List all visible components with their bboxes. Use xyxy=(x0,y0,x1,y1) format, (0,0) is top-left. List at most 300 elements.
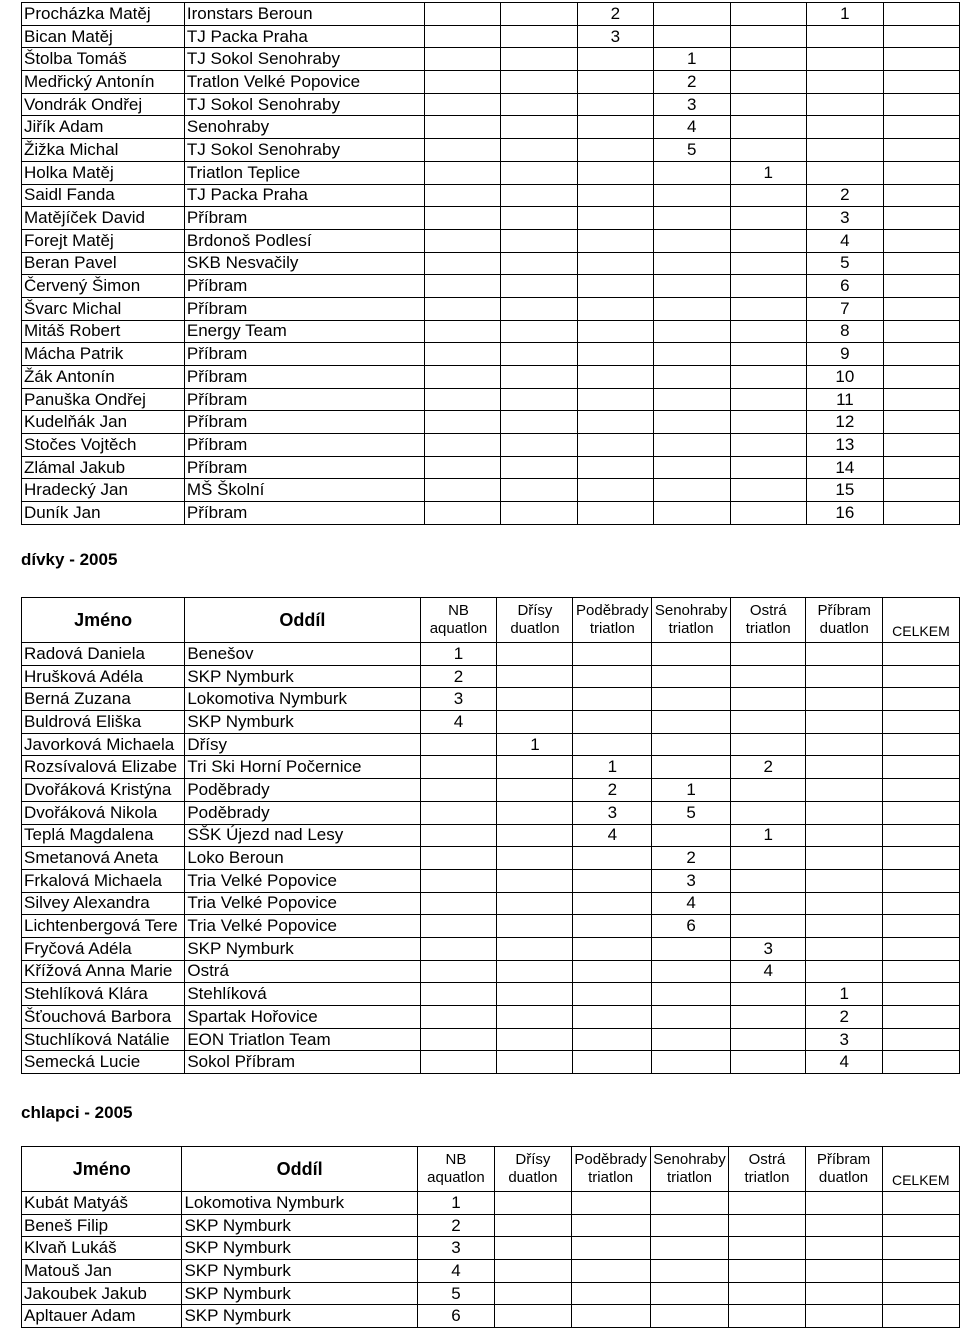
cell-points xyxy=(573,1028,652,1051)
cell-points xyxy=(501,207,577,230)
cell-name: Červený Šimon xyxy=(22,275,185,298)
cell-points xyxy=(652,1028,731,1051)
header-race-name: Poděbrady xyxy=(576,602,649,619)
results-table-boys xyxy=(21,1146,960,1328)
cell-points xyxy=(577,366,653,389)
table-row xyxy=(22,252,960,275)
cell-points xyxy=(501,93,577,116)
cell-points xyxy=(497,688,573,711)
cell-points xyxy=(573,688,652,711)
cell-club: Poděbrady xyxy=(185,779,420,802)
cell-club: MŠ Školní xyxy=(184,479,424,502)
cell-points xyxy=(883,411,959,434)
cell-points xyxy=(571,1192,650,1215)
cell-name: Žižka Michal xyxy=(22,139,185,162)
cell-points xyxy=(420,801,497,824)
cell-points xyxy=(882,869,959,892)
cell-points xyxy=(654,207,730,230)
cell-points xyxy=(495,1237,572,1260)
cell-points xyxy=(501,366,577,389)
cell-name: Stehlíková Klára xyxy=(22,983,185,1006)
cell-points xyxy=(806,665,882,688)
cell-points xyxy=(425,139,501,162)
cell-points xyxy=(497,847,573,870)
cell-club: TJ Sokol Senohraby xyxy=(184,139,424,162)
cell-points xyxy=(654,320,730,343)
cell-name: Panuška Ondřej xyxy=(22,388,185,411)
cell-points xyxy=(882,1006,959,1029)
cell-points xyxy=(425,252,501,275)
table-row xyxy=(22,275,960,298)
cell-points xyxy=(652,1051,731,1074)
cell-club: Lokomotiva Nymburk xyxy=(185,688,420,711)
header-celkem xyxy=(882,1147,959,1192)
cell-points xyxy=(652,937,731,960)
cell-points xyxy=(425,388,501,411)
cell-points: 3 xyxy=(417,1237,494,1260)
cell-points xyxy=(495,1260,572,1283)
cell-points xyxy=(501,25,577,48)
cell-points xyxy=(420,1028,497,1051)
cell-points xyxy=(882,711,959,734)
cell-name: Zlámal Jakub xyxy=(22,456,185,479)
cell-points xyxy=(806,892,882,915)
cell-points: 1 xyxy=(806,3,883,26)
header-race-type: triatlon xyxy=(668,620,714,637)
header-race-4 xyxy=(652,598,731,643)
cell-points xyxy=(882,1260,959,1283)
cell-points xyxy=(805,1192,882,1215)
cell-points xyxy=(420,983,497,1006)
cell-name: Hradecký Jan xyxy=(22,479,185,502)
cell-points xyxy=(806,960,882,983)
cell-points xyxy=(573,847,652,870)
header-race-name: Dřísy xyxy=(515,1151,551,1168)
cell-points xyxy=(497,711,573,734)
cell-club: SKP Nymburk xyxy=(182,1282,417,1305)
cell-points: 5 xyxy=(654,139,730,162)
cell-club: Příbram xyxy=(184,366,424,389)
cell-points xyxy=(497,1006,573,1029)
cell-points xyxy=(501,275,577,298)
cell-points xyxy=(501,434,577,457)
cell-points xyxy=(573,937,652,960)
cell-points xyxy=(573,711,652,734)
table-row xyxy=(22,229,960,252)
cell-club: EON Triatlon Team xyxy=(185,1028,420,1051)
cell-points xyxy=(497,779,573,802)
header-oddil xyxy=(182,1147,417,1192)
cell-name: Medřický Antonín xyxy=(22,71,185,94)
header-race-type: aquatlon xyxy=(429,620,488,637)
cell-points: 13 xyxy=(806,434,883,457)
table-row xyxy=(22,1006,960,1029)
header-jmeno-label: Jméno xyxy=(72,1159,131,1179)
cell-name: Štolba Tomáš xyxy=(22,48,185,71)
cell-points: 3 xyxy=(420,688,497,711)
cell-name: Hrušková Adéla xyxy=(22,665,185,688)
cell-points xyxy=(650,1282,729,1305)
cell-points xyxy=(652,1006,731,1029)
cell-club: Příbram xyxy=(184,343,424,366)
cell-points: 1 xyxy=(652,779,731,802)
cell-points xyxy=(425,366,501,389)
cell-points: 4 xyxy=(417,1260,494,1283)
cell-name: Dvořáková Nikola xyxy=(22,801,185,824)
header-race-2 xyxy=(495,1147,572,1192)
cell-points xyxy=(571,1282,650,1305)
cell-points xyxy=(501,3,577,26)
cell-name: Saidl Fanda xyxy=(22,184,185,207)
table-row xyxy=(22,25,960,48)
header-race-5 xyxy=(729,1147,805,1192)
cell-points xyxy=(882,960,959,983)
cell-points xyxy=(654,456,730,479)
cell-points xyxy=(501,456,577,479)
cell-name: Apltauer Adam xyxy=(22,1305,182,1328)
cell-points xyxy=(731,1028,806,1051)
header-race-name: Příbram xyxy=(816,1151,871,1168)
table-row xyxy=(22,3,960,26)
cell-points xyxy=(497,983,573,1006)
table-row xyxy=(22,983,960,1006)
cell-points xyxy=(497,756,573,779)
cell-points xyxy=(425,411,501,434)
cell-points xyxy=(650,1237,729,1260)
cell-points xyxy=(730,116,806,139)
header-race-6 xyxy=(806,598,882,643)
cell-name: Dvořáková Kristýna xyxy=(22,779,185,802)
cell-points xyxy=(729,1260,805,1283)
cell-points: 3 xyxy=(806,1028,882,1051)
cell-name: Matějíček David xyxy=(22,207,185,230)
header-race-type: triatlon xyxy=(745,620,791,637)
header-race-name: Senohraby xyxy=(653,1151,726,1168)
cell-points: 2 xyxy=(577,3,653,26)
cell-points xyxy=(729,1237,805,1260)
cell-points xyxy=(654,366,730,389)
table-row xyxy=(22,139,960,162)
cell-points xyxy=(883,343,959,366)
cell-points xyxy=(571,1305,650,1328)
header-race-type: duatlon xyxy=(510,620,560,637)
table-row xyxy=(22,456,960,479)
cell-points xyxy=(420,1051,497,1074)
cell-points xyxy=(730,3,806,26)
cell-points xyxy=(425,229,501,252)
cell-club: Příbram xyxy=(184,275,424,298)
table-row xyxy=(22,847,960,870)
cell-points xyxy=(883,116,959,139)
cell-points xyxy=(730,502,806,525)
cell-points xyxy=(497,915,573,938)
header-celkem-label: CELKEM xyxy=(892,623,950,639)
header-oddil-label: Oddíl xyxy=(276,1159,323,1179)
cell-name: Lichtenbergová Tere xyxy=(22,915,185,938)
cell-club: TJ Sokol Senohraby xyxy=(184,93,424,116)
cell-points xyxy=(730,252,806,275)
table-row xyxy=(22,892,960,915)
cell-points xyxy=(731,688,806,711)
cell-points xyxy=(577,297,653,320)
cell-points xyxy=(577,388,653,411)
cell-points xyxy=(731,665,806,688)
cell-name: Jiřík Adam xyxy=(22,116,185,139)
cell-name: Berná Zuzana xyxy=(22,688,185,711)
cell-points xyxy=(730,434,806,457)
cell-points xyxy=(425,93,501,116)
cell-points xyxy=(806,643,882,666)
cell-points xyxy=(730,388,806,411)
header-race-1 xyxy=(417,1147,494,1192)
cell-points xyxy=(882,1237,959,1260)
cell-points: 3 xyxy=(577,25,653,48)
cell-club: Lokomotiva Nymburk xyxy=(182,1192,417,1215)
table-row xyxy=(22,93,960,116)
cell-points xyxy=(654,388,730,411)
cell-points xyxy=(806,801,882,824)
cell-name: Holka Matěj xyxy=(22,161,185,184)
cell-points xyxy=(650,1214,729,1237)
cell-points xyxy=(805,1260,882,1283)
cell-name: Rozsívalová Elizabe xyxy=(22,756,185,779)
cell-points xyxy=(654,275,730,298)
cell-club: Příbram xyxy=(184,411,424,434)
cell-name: Beran Pavel xyxy=(22,252,185,275)
cell-points xyxy=(806,93,883,116)
cell-points: 11 xyxy=(806,388,883,411)
cell-points xyxy=(883,139,959,162)
cell-points xyxy=(730,207,806,230)
cell-points: 2 xyxy=(806,184,883,207)
cell-points xyxy=(654,502,730,525)
table-row xyxy=(22,824,960,847)
cell-points xyxy=(420,1006,497,1029)
table-row xyxy=(22,1305,960,1328)
cell-points xyxy=(882,801,959,824)
cell-points xyxy=(573,733,652,756)
cell-club: Sokol Příbram xyxy=(185,1051,420,1074)
section-title-boys: chlapci - 2005 xyxy=(21,1103,133,1122)
cell-points xyxy=(806,25,883,48)
cell-points xyxy=(882,824,959,847)
cell-points xyxy=(805,1305,882,1328)
cell-club: Stehlíková xyxy=(185,983,420,1006)
cell-points xyxy=(652,688,731,711)
cell-points xyxy=(573,1006,652,1029)
cell-points: 7 xyxy=(806,297,883,320)
cell-points: 2 xyxy=(654,71,730,94)
cell-points: 5 xyxy=(652,801,731,824)
cell-points xyxy=(577,434,653,457)
cell-points xyxy=(425,343,501,366)
cell-points: 1 xyxy=(420,643,497,666)
cell-name: Klvaň Lukáš xyxy=(22,1237,182,1260)
header-race-3 xyxy=(571,1147,650,1192)
table-row xyxy=(22,756,960,779)
cell-points xyxy=(883,320,959,343)
table-row xyxy=(22,502,960,525)
cell-points xyxy=(730,456,806,479)
cell-points: 1 xyxy=(654,48,730,71)
cell-points xyxy=(730,139,806,162)
header-race-2 xyxy=(497,598,573,643)
cell-points xyxy=(577,161,653,184)
cell-points xyxy=(577,48,653,71)
cell-club: Příbram xyxy=(184,297,424,320)
cell-points xyxy=(882,733,959,756)
cell-points xyxy=(882,665,959,688)
cell-club: SŠK Újezd nad Lesy xyxy=(185,824,420,847)
header-race-type: duatlon xyxy=(818,1169,869,1186)
cell-points: 4 xyxy=(573,824,652,847)
cell-points xyxy=(806,915,882,938)
cell-points xyxy=(573,915,652,938)
cell-points xyxy=(573,665,652,688)
cell-name: Javorková Michaela xyxy=(22,733,185,756)
cell-name: Švarc Michal xyxy=(22,297,185,320)
cell-points xyxy=(577,93,653,116)
cell-name: Forejt Matěj xyxy=(22,229,185,252)
cell-points xyxy=(501,252,577,275)
table-row xyxy=(22,779,960,802)
cell-points xyxy=(730,297,806,320)
cell-points xyxy=(420,779,497,802)
cell-points xyxy=(883,388,959,411)
cell-points xyxy=(729,1282,805,1305)
cell-points xyxy=(730,320,806,343)
header-celkem-label: CELKEM xyxy=(891,1172,950,1188)
cell-points xyxy=(497,643,573,666)
cell-points xyxy=(882,1214,959,1237)
cell-points xyxy=(501,320,577,343)
cell-points xyxy=(806,48,883,71)
cell-points xyxy=(420,915,497,938)
cell-points xyxy=(730,93,806,116)
header-race-type: duatlon xyxy=(819,620,869,637)
cell-points xyxy=(882,756,959,779)
cell-name: Mácha Patrik xyxy=(22,343,185,366)
cell-points xyxy=(577,275,653,298)
cell-points xyxy=(806,937,882,960)
cell-points xyxy=(654,184,730,207)
cell-points: 4 xyxy=(806,229,883,252)
cell-points xyxy=(420,824,497,847)
cell-points: 1 xyxy=(573,756,652,779)
table-row xyxy=(22,688,960,711)
cell-points: 3 xyxy=(654,93,730,116)
cell-points xyxy=(730,229,806,252)
cell-club: Loko Beroun xyxy=(185,847,420,870)
table-row xyxy=(22,937,960,960)
table-row xyxy=(22,1051,960,1074)
cell-points xyxy=(729,1192,805,1215)
cell-points xyxy=(650,1260,729,1283)
cell-points xyxy=(420,937,497,960)
cell-points xyxy=(731,711,806,734)
table-row xyxy=(22,643,960,666)
cell-points xyxy=(806,733,882,756)
cell-points xyxy=(571,1237,650,1260)
cell-club: Tri Ski Horní Počernice xyxy=(185,756,420,779)
cell-points: 15 xyxy=(806,479,883,502)
cell-points xyxy=(425,116,501,139)
cell-points xyxy=(883,297,959,320)
cell-points: 1 xyxy=(806,983,882,1006)
cell-points: 10 xyxy=(806,366,883,389)
cell-points xyxy=(497,1051,573,1074)
cell-points: 4 xyxy=(654,116,730,139)
results-table-previous xyxy=(21,2,960,525)
cell-points xyxy=(573,869,652,892)
cell-club: Příbram xyxy=(184,502,424,525)
table-row xyxy=(22,665,960,688)
cell-points xyxy=(577,411,653,434)
cell-points xyxy=(731,1006,806,1029)
cell-club: SKP Nymburk xyxy=(182,1305,417,1328)
cell-name: Mitáš Robert xyxy=(22,320,185,343)
cell-points xyxy=(883,207,959,230)
cell-club: SKB Nesvačily xyxy=(184,252,424,275)
cell-club: SKP Nymburk xyxy=(185,711,420,734)
cell-points xyxy=(577,116,653,139)
cell-points xyxy=(571,1260,650,1283)
cell-points xyxy=(730,479,806,502)
table-header-row xyxy=(22,1147,960,1192)
cell-points: 5 xyxy=(417,1282,494,1305)
cell-points xyxy=(501,48,577,71)
cell-points xyxy=(573,960,652,983)
cell-points xyxy=(425,479,501,502)
cell-club: Benešov xyxy=(185,643,420,666)
cell-points xyxy=(501,297,577,320)
cell-club: Poděbrady xyxy=(185,801,420,824)
cell-points xyxy=(806,116,883,139)
cell-points: 2 xyxy=(652,847,731,870)
cell-points xyxy=(883,48,959,71)
cell-points: 12 xyxy=(806,411,883,434)
cell-name: Žák Antonín xyxy=(22,366,185,389)
table-row xyxy=(22,711,960,734)
cell-points xyxy=(497,1028,573,1051)
section-title-girls: dívky - 2005 xyxy=(21,550,118,569)
header-race-type: triatlon xyxy=(588,1169,634,1186)
cell-club: Senohraby xyxy=(184,116,424,139)
header-race-name: Dřísy xyxy=(517,602,553,619)
cell-name: Silvey Alexandra xyxy=(22,892,185,915)
cell-club: SKP Nymburk xyxy=(182,1237,417,1260)
cell-points xyxy=(652,960,731,983)
header-race-name: Ostrá xyxy=(749,602,787,619)
cell-points xyxy=(495,1282,572,1305)
cell-points xyxy=(731,643,806,666)
header-race-5 xyxy=(731,598,806,643)
table-row xyxy=(22,1192,960,1215)
cell-points xyxy=(654,3,730,26)
table-header-row xyxy=(22,598,960,643)
cell-points xyxy=(882,688,959,711)
header-race-1 xyxy=(420,598,497,643)
cell-points xyxy=(573,983,652,1006)
header-race-type: triatlon xyxy=(589,620,635,637)
cell-points xyxy=(425,275,501,298)
table-row xyxy=(22,1214,960,1237)
cell-points xyxy=(883,252,959,275)
header-race-name: Příbram xyxy=(817,602,871,619)
cell-name: Křížová Anna Marie xyxy=(22,960,185,983)
cell-points xyxy=(654,252,730,275)
table-row xyxy=(22,411,960,434)
